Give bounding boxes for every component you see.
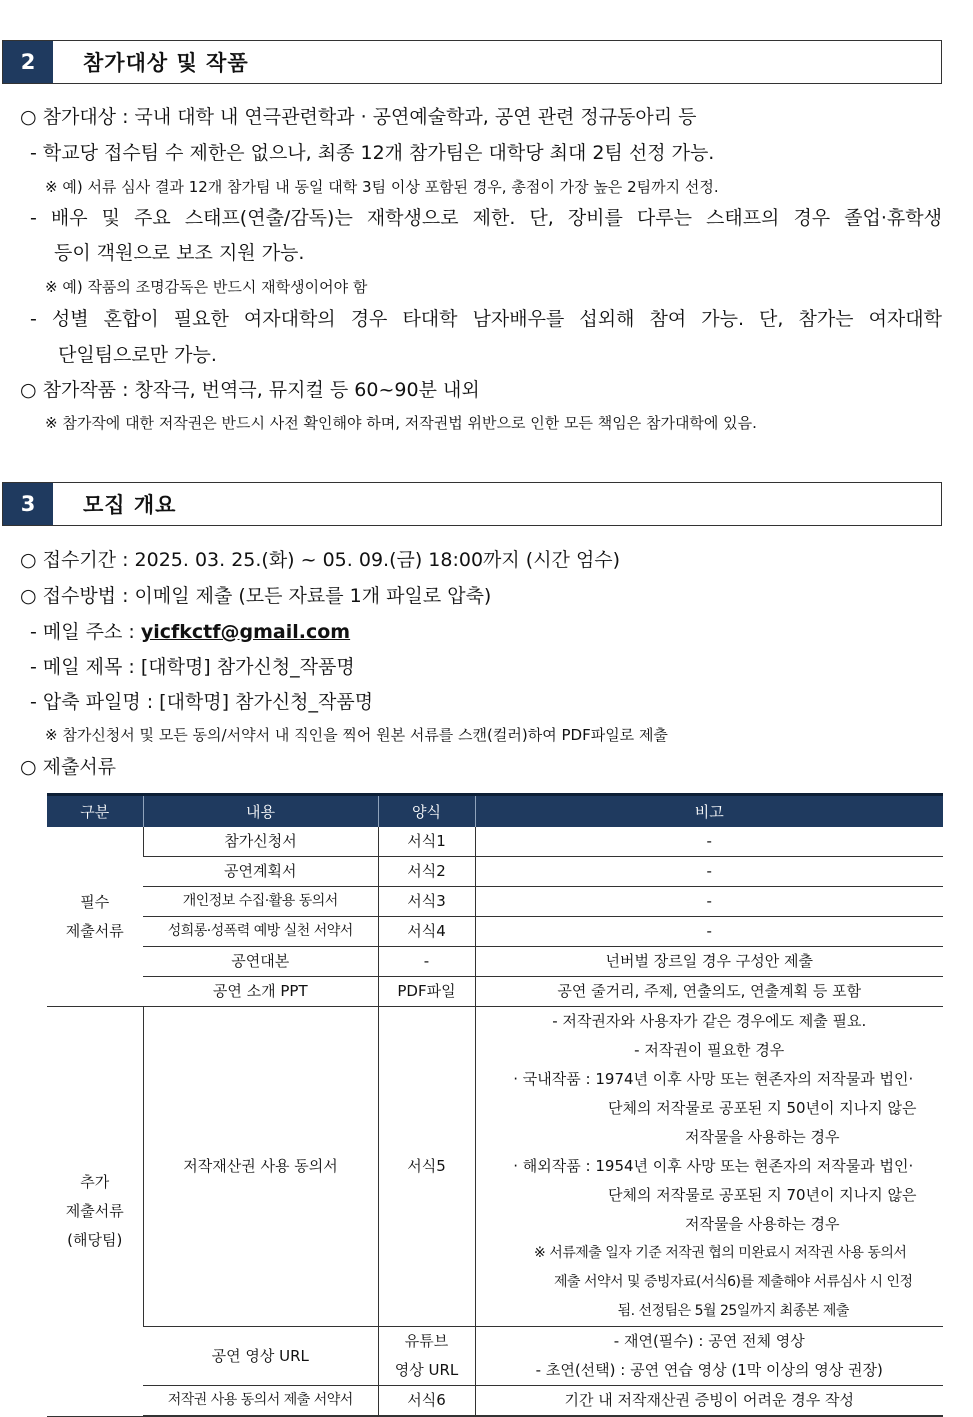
category-label: 제출서류 [65,1201,124,1220]
form-cell: 서식4 [378,917,475,947]
remark-line: 됨. 선정팀은 5월 25일까지 최종본 제출 [617,1303,849,1319]
section-2-header [2,40,942,84]
section-3-header [2,482,942,526]
remark-line: 단체의 저작물로 공포된 지 70년이 지나지 않은 [607,1186,917,1204]
scan-note: ※ 참가신청서 및 모든 동의/서약서 내 직인을 찍어 원본 서류를 스캔(컬러)하여 PDF파일로 제출 [45,726,668,744]
section-title: 모집 개요 [83,493,177,517]
content-cell: 개인정보 수집·활용 동의서 [143,887,378,917]
email-line [30,617,350,644]
team-limit-note: ※ 예) 서류 심사 결과 12개 참가팀 내 동일 대학 3팀 이상 포함된 경우, 총점이 가장 높은 2팀까지 선정. [45,178,719,196]
content-cell: 공연계획서 [143,857,378,887]
team-limit-line: - 학교당 접수팀 수 제한은 없으나, 최종 12개 참가팀은 대학당 최대 2팀 선정 가능. [30,142,715,164]
category-label: 추가 [80,1172,110,1191]
form-line: 유튜브 [404,1332,449,1350]
form-cell: 서식1 [378,827,475,857]
staff-line: - 배우 및 주요 스태프(연출/감독)는 재학생으로 제한. 단, 장비를 다루는 스태프의 경우 졸업·휴학생 [30,207,942,229]
form-line: 영상 URL [394,1361,459,1379]
form-cell: 서식6 [378,1386,475,1417]
content-cell: 참가신청서 [143,827,378,857]
gender-line: - 성별 혼합이 필요한 여자대학의 경우 타대학 남자배우를 섭외해 참여 가능. 단, 참가는 여자대학 [30,308,942,330]
remark-cell: - [475,887,943,917]
works-line: ○ 참가작품 : 창작극, 번역극, 뮤지컬 등 60~90분 내외 [20,379,480,401]
remark-cell: - [475,857,943,887]
method-line: ○ 접수방법 : 이메일 제출 (모든 자료를 1개 파일로 압축) [20,585,492,607]
eligibility-line: ○ 참가대상 : 국내 대학 내 연극관련학과 · 공연예술학과, 공연 관련 정규동아리 등 [20,106,697,128]
email-link[interactable]: yicfkctf@gmail.com [140,621,351,643]
remark-line: - 저작권이 필요한 경우 [634,1041,785,1059]
table-row [47,977,943,1007]
form-cell: PDF파일 [378,977,475,1007]
header-content: 내용 [143,795,378,828]
table-row [47,857,943,887]
content-cell: 공연 영상 URL [143,1327,378,1386]
extra-category [47,1007,143,1417]
remark-cell: - [475,917,943,947]
form-cell: 서식3 [378,887,475,917]
table-row [47,1327,943,1386]
remark-line: - 저작권자와 사용자가 같은 경우에도 제출 필요. [552,1012,867,1030]
remark-line: - 초연(선택) : 공연 연습 영상 (1막 이상의 영상 권장) [535,1361,883,1379]
remark-cell: 기간 내 저작재산권 증빙이 어려운 경우 작성 [475,1386,943,1417]
remark-line: 제출 서약서 및 증빙자료(서식6)를 제출해야 서류심사 시 인정 [553,1274,913,1290]
content-cell: 성희롱·성폭력 예방 실천 서약서 [143,917,378,947]
zip-name-line: - 압축 파일명 : [대학명] 참가신청_작품명 [30,691,374,713]
staff-line-cont: 등이 객원으로 보조 지원 가능. [54,242,305,264]
video-remarks [475,1327,943,1386]
table-row [47,1007,943,1327]
header-remarks: 비고 [475,795,943,828]
remark-line: - 재연(필수) : 공연 전체 영상 [613,1332,805,1350]
table-row [47,827,943,857]
category-label: (해당팀) [67,1230,123,1249]
category-label: 필수 [80,892,110,911]
period-line: ○ 접수기간 : 2025. 03. 25.(화) ~ 05. 09.(금) 18:00까지 (시간 엄수) [20,549,621,571]
remark-cell: 넌버벌 장르일 경우 구성안 제출 [475,947,943,977]
table-row [47,887,943,917]
docs-heading: ○ 제출서류 [20,756,117,778]
header-form: 양식 [378,795,475,828]
mail-subject-line: - 메일 제목 : [대학명] 참가신청_작품명 [30,656,355,678]
table-header-row [47,795,943,828]
remark-line: 단체의 저작물로 공포된 지 50년이 지나지 않은 [607,1099,917,1117]
content-cell: 저작재산권 사용 동의서 [143,1007,378,1327]
remark-line: 저작물을 사용하는 경우 [685,1215,840,1233]
section-number: 2 [3,41,53,83]
staff-note: ※ 예) 작품의 조명감독은 반드시 재학생이어야 함 [45,278,368,296]
form-cell: - [378,947,475,977]
copyright-note: ※ 참가작에 대한 저작권은 반드시 사전 확인해야 하며, 저작권법 위반으로 인한 모든 책임은 참가대학에 있음. [45,414,757,432]
remark-cell: 공연 줄거리, 주제, 연출의도, 연출계획 등 포함 [475,977,943,1007]
form-cell: 서식2 [378,857,475,887]
content-cell: 저작권 사용 동의서 제출 서약서 [143,1386,378,1417]
remark-line: · 국내작품 : 1974년 이후 사망 또는 현존자의 저작물과 법인· [513,1070,914,1088]
content-cell: 공연 소개 PPT [143,977,378,1007]
remark-cell: - [475,827,943,857]
section-number: 3 [3,483,53,525]
section-title: 참가대상 및 작품 [83,51,249,75]
table-row [47,1386,943,1417]
remark-line: 저작물을 사용하는 경우 [685,1128,840,1146]
gender-line-cont: 단일팀으로만 가능. [58,344,217,366]
remark-line: · 해외작품 : 1954년 이후 사망 또는 현존자의 저작물과 법인· [513,1157,914,1175]
category-label: 제출서류 [65,921,124,940]
email-label: - 메일 주소 : [30,621,141,643]
copyright-remarks [475,1007,943,1327]
form-cell: 서식5 [378,1007,475,1327]
required-category [47,827,143,1007]
table-row [47,917,943,947]
content-cell: 공연대본 [143,947,378,977]
remark-line: ※ 서류제출 일자 기준 저작권 협의 미완료시 저작권 사용 동의서 [534,1245,907,1261]
header-category: 구분 [47,795,143,828]
documents-table [47,793,943,1417]
form-cell [378,1327,475,1386]
table-row [47,947,943,977]
